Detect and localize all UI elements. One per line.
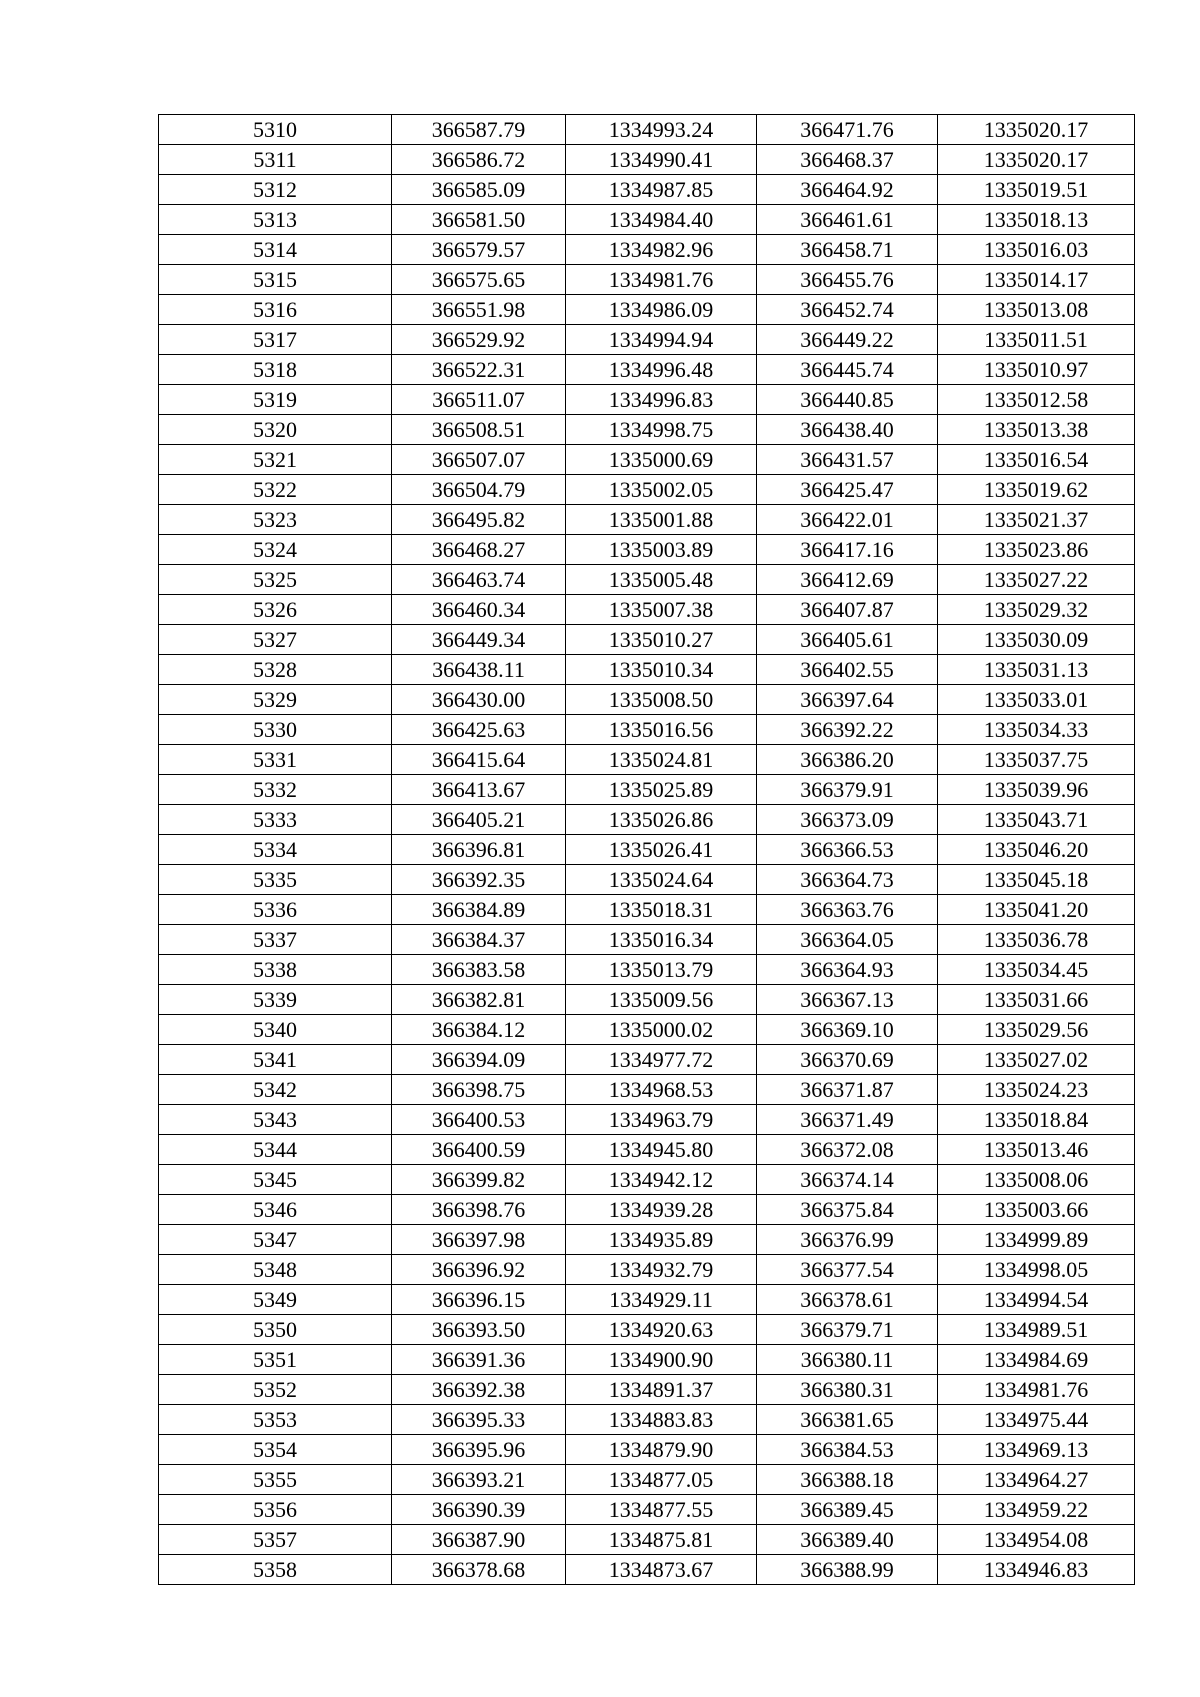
x2-cell: 366392.22 — [757, 715, 938, 745]
y2-cell: 1335043.71 — [938, 805, 1135, 835]
y1-cell: 1334977.72 — [566, 1045, 757, 1075]
table-row — [159, 805, 1135, 835]
y2-cell: 1335021.37 — [938, 505, 1135, 535]
y2-cell: 1334989.51 — [938, 1315, 1135, 1345]
point-id-cell: 5328 — [159, 655, 392, 685]
point-id-cell: 5348 — [159, 1255, 392, 1285]
x1-cell: 366382.81 — [392, 985, 566, 1015]
x2-cell: 366449.22 — [757, 325, 938, 355]
x1-cell: 366413.67 — [392, 775, 566, 805]
table-row — [159, 1375, 1135, 1405]
y2-cell: 1335010.97 — [938, 355, 1135, 385]
x1-cell: 366405.21 — [392, 805, 566, 835]
y2-cell: 1335016.54 — [938, 445, 1135, 475]
table-row — [159, 1525, 1135, 1555]
y1-cell: 1335013.79 — [566, 955, 757, 985]
x1-cell: 366395.33 — [392, 1405, 566, 1435]
x1-cell: 366400.59 — [392, 1135, 566, 1165]
y1-cell: 1335008.50 — [566, 685, 757, 715]
y2-cell: 1335012.58 — [938, 385, 1135, 415]
y2-cell: 1335031.66 — [938, 985, 1135, 1015]
y2-cell: 1335041.20 — [938, 895, 1135, 925]
y2-cell: 1334981.76 — [938, 1375, 1135, 1405]
x2-cell: 366379.71 — [757, 1315, 938, 1345]
y1-cell: 1334932.79 — [566, 1255, 757, 1285]
y1-cell: 1334981.76 — [566, 265, 757, 295]
y1-cell: 1334879.90 — [566, 1435, 757, 1465]
x2-cell: 366371.87 — [757, 1075, 938, 1105]
x2-cell: 366367.13 — [757, 985, 938, 1015]
point-id-cell: 5333 — [159, 805, 392, 835]
y2-cell: 1334946.83 — [938, 1555, 1135, 1585]
x1-cell: 366449.34 — [392, 625, 566, 655]
table-row — [159, 1195, 1135, 1225]
x1-cell: 366396.92 — [392, 1255, 566, 1285]
y2-cell: 1334998.05 — [938, 1255, 1135, 1285]
table-row — [159, 1435, 1135, 1465]
y1-cell: 1335024.64 — [566, 865, 757, 895]
x1-cell: 366390.39 — [392, 1495, 566, 1525]
y1-cell: 1334929.11 — [566, 1285, 757, 1315]
coordinate-table-body — [159, 115, 1135, 1585]
y2-cell: 1335008.06 — [938, 1165, 1135, 1195]
point-id-cell: 5346 — [159, 1195, 392, 1225]
x2-cell: 366417.16 — [757, 535, 938, 565]
x2-cell: 366397.64 — [757, 685, 938, 715]
y2-cell: 1335027.22 — [938, 565, 1135, 595]
y1-cell: 1334873.67 — [566, 1555, 757, 1585]
point-id-cell: 5339 — [159, 985, 392, 1015]
y2-cell: 1335030.09 — [938, 625, 1135, 655]
x1-cell: 366397.98 — [392, 1225, 566, 1255]
y2-cell: 1335019.51 — [938, 175, 1135, 205]
x2-cell: 366363.76 — [757, 895, 938, 925]
x2-cell: 366402.55 — [757, 655, 938, 685]
table-row — [159, 145, 1135, 175]
x1-cell: 366415.64 — [392, 745, 566, 775]
y1-cell: 1334998.75 — [566, 415, 757, 445]
y1-cell: 1334986.09 — [566, 295, 757, 325]
point-id-cell: 5343 — [159, 1105, 392, 1135]
coordinate-table — [158, 114, 1135, 1585]
point-id-cell: 5356 — [159, 1495, 392, 1525]
y2-cell: 1334969.13 — [938, 1435, 1135, 1465]
x1-cell: 366522.31 — [392, 355, 566, 385]
x2-cell: 366445.74 — [757, 355, 938, 385]
y2-cell: 1335046.20 — [938, 835, 1135, 865]
x2-cell: 366405.61 — [757, 625, 938, 655]
point-id-cell: 5355 — [159, 1465, 392, 1495]
y2-cell: 1335036.78 — [938, 925, 1135, 955]
x1-cell: 366384.89 — [392, 895, 566, 925]
x2-cell: 366431.57 — [757, 445, 938, 475]
x2-cell: 366369.10 — [757, 1015, 938, 1045]
y2-cell: 1335011.51 — [938, 325, 1135, 355]
y1-cell: 1335016.34 — [566, 925, 757, 955]
x1-cell: 366383.58 — [392, 955, 566, 985]
y1-cell: 1334900.90 — [566, 1345, 757, 1375]
y2-cell: 1335013.46 — [938, 1135, 1135, 1165]
y1-cell: 1334993.24 — [566, 115, 757, 145]
table-row — [159, 355, 1135, 385]
table-row — [159, 625, 1135, 655]
x2-cell: 366389.45 — [757, 1495, 938, 1525]
x2-cell: 366372.08 — [757, 1135, 938, 1165]
y1-cell: 1334942.12 — [566, 1165, 757, 1195]
x2-cell: 366371.49 — [757, 1105, 938, 1135]
point-id-cell: 5325 — [159, 565, 392, 595]
y1-cell: 1335009.56 — [566, 985, 757, 1015]
table-row — [159, 595, 1135, 625]
x1-cell: 366585.09 — [392, 175, 566, 205]
point-id-cell: 5334 — [159, 835, 392, 865]
x1-cell: 366400.53 — [392, 1105, 566, 1135]
point-id-cell: 5331 — [159, 745, 392, 775]
table-row — [159, 775, 1135, 805]
x1-cell: 366504.79 — [392, 475, 566, 505]
table-row — [159, 1405, 1135, 1435]
x2-cell: 366388.18 — [757, 1465, 938, 1495]
y1-cell: 1335000.69 — [566, 445, 757, 475]
table-row — [159, 745, 1135, 775]
x2-cell: 366381.65 — [757, 1405, 938, 1435]
point-id-cell: 5340 — [159, 1015, 392, 1045]
table-row — [159, 475, 1135, 505]
x2-cell: 366461.61 — [757, 205, 938, 235]
y1-cell: 1335001.88 — [566, 505, 757, 535]
point-id-cell: 5337 — [159, 925, 392, 955]
table-row — [159, 565, 1135, 595]
x1-cell: 366398.76 — [392, 1195, 566, 1225]
y2-cell: 1334964.27 — [938, 1465, 1135, 1495]
x1-cell: 366396.81 — [392, 835, 566, 865]
x1-cell: 366394.09 — [392, 1045, 566, 1075]
y2-cell: 1335018.84 — [938, 1105, 1135, 1135]
table-row — [159, 865, 1135, 895]
y1-cell: 1334945.80 — [566, 1135, 757, 1165]
y2-cell: 1334954.08 — [938, 1525, 1135, 1555]
point-id-cell: 5312 — [159, 175, 392, 205]
x2-cell: 366378.61 — [757, 1285, 938, 1315]
y1-cell: 1334996.83 — [566, 385, 757, 415]
x2-cell: 366374.14 — [757, 1165, 938, 1195]
y1-cell: 1334994.94 — [566, 325, 757, 355]
y2-cell: 1335016.03 — [938, 235, 1135, 265]
x1-cell: 366581.50 — [392, 205, 566, 235]
point-id-cell: 5344 — [159, 1135, 392, 1165]
y1-cell: 1334877.05 — [566, 1465, 757, 1495]
y2-cell: 1335027.02 — [938, 1045, 1135, 1075]
y2-cell: 1334959.22 — [938, 1495, 1135, 1525]
x1-cell: 366384.37 — [392, 925, 566, 955]
y2-cell: 1335033.01 — [938, 685, 1135, 715]
table-row — [159, 445, 1135, 475]
y2-cell: 1335039.96 — [938, 775, 1135, 805]
x1-cell: 366575.65 — [392, 265, 566, 295]
point-id-cell: 5352 — [159, 1375, 392, 1405]
y1-cell: 1335005.48 — [566, 565, 757, 595]
y1-cell: 1335026.86 — [566, 805, 757, 835]
x2-cell: 366386.20 — [757, 745, 938, 775]
y1-cell: 1334920.63 — [566, 1315, 757, 1345]
x2-cell: 366438.40 — [757, 415, 938, 445]
x1-cell: 366511.07 — [392, 385, 566, 415]
y1-cell: 1335003.89 — [566, 535, 757, 565]
point-id-cell: 5351 — [159, 1345, 392, 1375]
x2-cell: 366468.37 — [757, 145, 938, 175]
y1-cell: 1334987.85 — [566, 175, 757, 205]
table-row — [159, 1075, 1135, 1105]
point-id-cell: 5357 — [159, 1525, 392, 1555]
table-row — [159, 685, 1135, 715]
point-id-cell: 5354 — [159, 1435, 392, 1465]
point-id-cell: 5317 — [159, 325, 392, 355]
y2-cell: 1334984.69 — [938, 1345, 1135, 1375]
x2-cell: 366376.99 — [757, 1225, 938, 1255]
table-row — [159, 1135, 1135, 1165]
table-row — [159, 535, 1135, 565]
point-id-cell: 5316 — [159, 295, 392, 325]
y1-cell: 1334883.83 — [566, 1405, 757, 1435]
x1-cell: 366396.15 — [392, 1285, 566, 1315]
table-row — [159, 895, 1135, 925]
table-row — [159, 1045, 1135, 1075]
table-row — [159, 385, 1135, 415]
y2-cell: 1335018.13 — [938, 205, 1135, 235]
y1-cell: 1335016.56 — [566, 715, 757, 745]
table-row — [159, 985, 1135, 1015]
x2-cell: 366377.54 — [757, 1255, 938, 1285]
table-row — [159, 235, 1135, 265]
x1-cell: 366495.82 — [392, 505, 566, 535]
point-id-cell: 5315 — [159, 265, 392, 295]
x2-cell: 366373.09 — [757, 805, 938, 835]
y1-cell: 1335010.27 — [566, 625, 757, 655]
y1-cell: 1334891.37 — [566, 1375, 757, 1405]
y1-cell: 1335018.31 — [566, 895, 757, 925]
y2-cell: 1335031.13 — [938, 655, 1135, 685]
point-id-cell: 5322 — [159, 475, 392, 505]
x2-cell: 366375.84 — [757, 1195, 938, 1225]
x2-cell: 366380.31 — [757, 1375, 938, 1405]
point-id-cell: 5336 — [159, 895, 392, 925]
x2-cell: 366422.01 — [757, 505, 938, 535]
x2-cell: 366425.47 — [757, 475, 938, 505]
y2-cell: 1335020.17 — [938, 115, 1135, 145]
x2-cell: 366440.85 — [757, 385, 938, 415]
y1-cell: 1334990.41 — [566, 145, 757, 175]
table-row — [159, 1255, 1135, 1285]
x2-cell: 366388.99 — [757, 1555, 938, 1585]
table-row — [159, 1315, 1135, 1345]
table-row — [159, 115, 1135, 145]
point-id-cell: 5310 — [159, 115, 392, 145]
table-row — [159, 1345, 1135, 1375]
x2-cell: 366464.92 — [757, 175, 938, 205]
x1-cell: 366384.12 — [392, 1015, 566, 1045]
x1-cell: 366463.74 — [392, 565, 566, 595]
y2-cell: 1335013.38 — [938, 415, 1135, 445]
x2-cell: 366370.69 — [757, 1045, 938, 1075]
y2-cell: 1335020.17 — [938, 145, 1135, 175]
x1-cell: 366579.57 — [392, 235, 566, 265]
y2-cell: 1334975.44 — [938, 1405, 1135, 1435]
y2-cell: 1335029.56 — [938, 1015, 1135, 1045]
point-id-cell: 5332 — [159, 775, 392, 805]
y1-cell: 1334984.40 — [566, 205, 757, 235]
table-row — [159, 1465, 1135, 1495]
x1-cell: 366460.34 — [392, 595, 566, 625]
y1-cell: 1335010.34 — [566, 655, 757, 685]
x1-cell: 366508.51 — [392, 415, 566, 445]
point-id-cell: 5319 — [159, 385, 392, 415]
x1-cell: 366392.35 — [392, 865, 566, 895]
y2-cell: 1335019.62 — [938, 475, 1135, 505]
table-row — [159, 925, 1135, 955]
point-id-cell: 5347 — [159, 1225, 392, 1255]
x1-cell: 366468.27 — [392, 535, 566, 565]
table-row — [159, 1165, 1135, 1195]
x2-cell: 366366.53 — [757, 835, 938, 865]
x2-cell: 366379.91 — [757, 775, 938, 805]
y1-cell: 1334982.96 — [566, 235, 757, 265]
y2-cell: 1335029.32 — [938, 595, 1135, 625]
x2-cell: 366364.73 — [757, 865, 938, 895]
table-row — [159, 325, 1135, 355]
x1-cell: 366399.82 — [392, 1165, 566, 1195]
point-id-cell: 5318 — [159, 355, 392, 385]
x2-cell: 366471.76 — [757, 115, 938, 145]
table-row — [159, 1015, 1135, 1045]
table-row — [159, 655, 1135, 685]
x1-cell: 366393.50 — [392, 1315, 566, 1345]
y1-cell: 1335026.41 — [566, 835, 757, 865]
x1-cell: 366551.98 — [392, 295, 566, 325]
y1-cell: 1335002.05 — [566, 475, 757, 505]
x1-cell: 366586.72 — [392, 145, 566, 175]
table-row — [159, 505, 1135, 535]
y1-cell: 1335000.02 — [566, 1015, 757, 1045]
table-row — [159, 1555, 1135, 1585]
point-id-cell: 5330 — [159, 715, 392, 745]
point-id-cell: 5320 — [159, 415, 392, 445]
point-id-cell: 5313 — [159, 205, 392, 235]
table-row — [159, 415, 1135, 445]
point-id-cell: 5342 — [159, 1075, 392, 1105]
point-id-cell: 5321 — [159, 445, 392, 475]
y1-cell: 1335007.38 — [566, 595, 757, 625]
y1-cell: 1335025.89 — [566, 775, 757, 805]
table-row — [159, 295, 1135, 325]
x1-cell: 366507.07 — [392, 445, 566, 475]
x1-cell: 366393.21 — [392, 1465, 566, 1495]
point-id-cell: 5329 — [159, 685, 392, 715]
table-row — [159, 1495, 1135, 1525]
y2-cell: 1335045.18 — [938, 865, 1135, 895]
point-id-cell: 5335 — [159, 865, 392, 895]
y2-cell: 1335014.17 — [938, 265, 1135, 295]
table-row — [159, 955, 1135, 985]
point-id-cell: 5324 — [159, 535, 392, 565]
x1-cell: 366378.68 — [392, 1555, 566, 1585]
point-id-cell: 5345 — [159, 1165, 392, 1195]
point-id-cell: 5349 — [159, 1285, 392, 1315]
table-row — [159, 205, 1135, 235]
x1-cell: 366430.00 — [392, 685, 566, 715]
y1-cell: 1334877.55 — [566, 1495, 757, 1525]
x1-cell: 366392.38 — [392, 1375, 566, 1405]
point-id-cell: 5314 — [159, 235, 392, 265]
x2-cell: 366389.40 — [757, 1525, 938, 1555]
y2-cell: 1335037.75 — [938, 745, 1135, 775]
y1-cell: 1334939.28 — [566, 1195, 757, 1225]
y1-cell: 1334963.79 — [566, 1105, 757, 1135]
x1-cell: 366529.92 — [392, 325, 566, 355]
x1-cell: 366395.96 — [392, 1435, 566, 1465]
table-row — [159, 1285, 1135, 1315]
table-row — [159, 835, 1135, 865]
point-id-cell: 5311 — [159, 145, 392, 175]
x2-cell: 366455.76 — [757, 265, 938, 295]
y2-cell: 1335013.08 — [938, 295, 1135, 325]
point-id-cell: 5341 — [159, 1045, 392, 1075]
x1-cell: 366391.36 — [392, 1345, 566, 1375]
x2-cell: 366458.71 — [757, 235, 938, 265]
x1-cell: 366398.75 — [392, 1075, 566, 1105]
y2-cell: 1334994.54 — [938, 1285, 1135, 1315]
x2-cell: 366384.53 — [757, 1435, 938, 1465]
y2-cell: 1335023.86 — [938, 535, 1135, 565]
y2-cell: 1334999.89 — [938, 1225, 1135, 1255]
y2-cell: 1335024.23 — [938, 1075, 1135, 1105]
table-row — [159, 1225, 1135, 1255]
table-row — [159, 715, 1135, 745]
y1-cell: 1334875.81 — [566, 1525, 757, 1555]
point-id-cell: 5358 — [159, 1555, 392, 1585]
x1-cell: 366587.79 — [392, 115, 566, 145]
y1-cell: 1334996.48 — [566, 355, 757, 385]
x2-cell: 366380.11 — [757, 1345, 938, 1375]
y2-cell: 1335034.45 — [938, 955, 1135, 985]
point-id-cell: 5327 — [159, 625, 392, 655]
y2-cell: 1335034.33 — [938, 715, 1135, 745]
point-id-cell: 5350 — [159, 1315, 392, 1345]
x2-cell: 366364.93 — [757, 955, 938, 985]
table-row — [159, 175, 1135, 205]
x1-cell: 366438.11 — [392, 655, 566, 685]
y1-cell: 1334935.89 — [566, 1225, 757, 1255]
x2-cell: 366452.74 — [757, 295, 938, 325]
point-id-cell: 5326 — [159, 595, 392, 625]
point-id-cell: 5323 — [159, 505, 392, 535]
y1-cell: 1334968.53 — [566, 1075, 757, 1105]
y2-cell: 1335003.66 — [938, 1195, 1135, 1225]
x1-cell: 366387.90 — [392, 1525, 566, 1555]
x2-cell: 366364.05 — [757, 925, 938, 955]
point-id-cell: 5353 — [159, 1405, 392, 1435]
table-row — [159, 265, 1135, 295]
x2-cell: 366407.87 — [757, 595, 938, 625]
x1-cell: 366425.63 — [392, 715, 566, 745]
x2-cell: 366412.69 — [757, 565, 938, 595]
y1-cell: 1335024.81 — [566, 745, 757, 775]
table-row — [159, 1105, 1135, 1135]
point-id-cell: 5338 — [159, 955, 392, 985]
